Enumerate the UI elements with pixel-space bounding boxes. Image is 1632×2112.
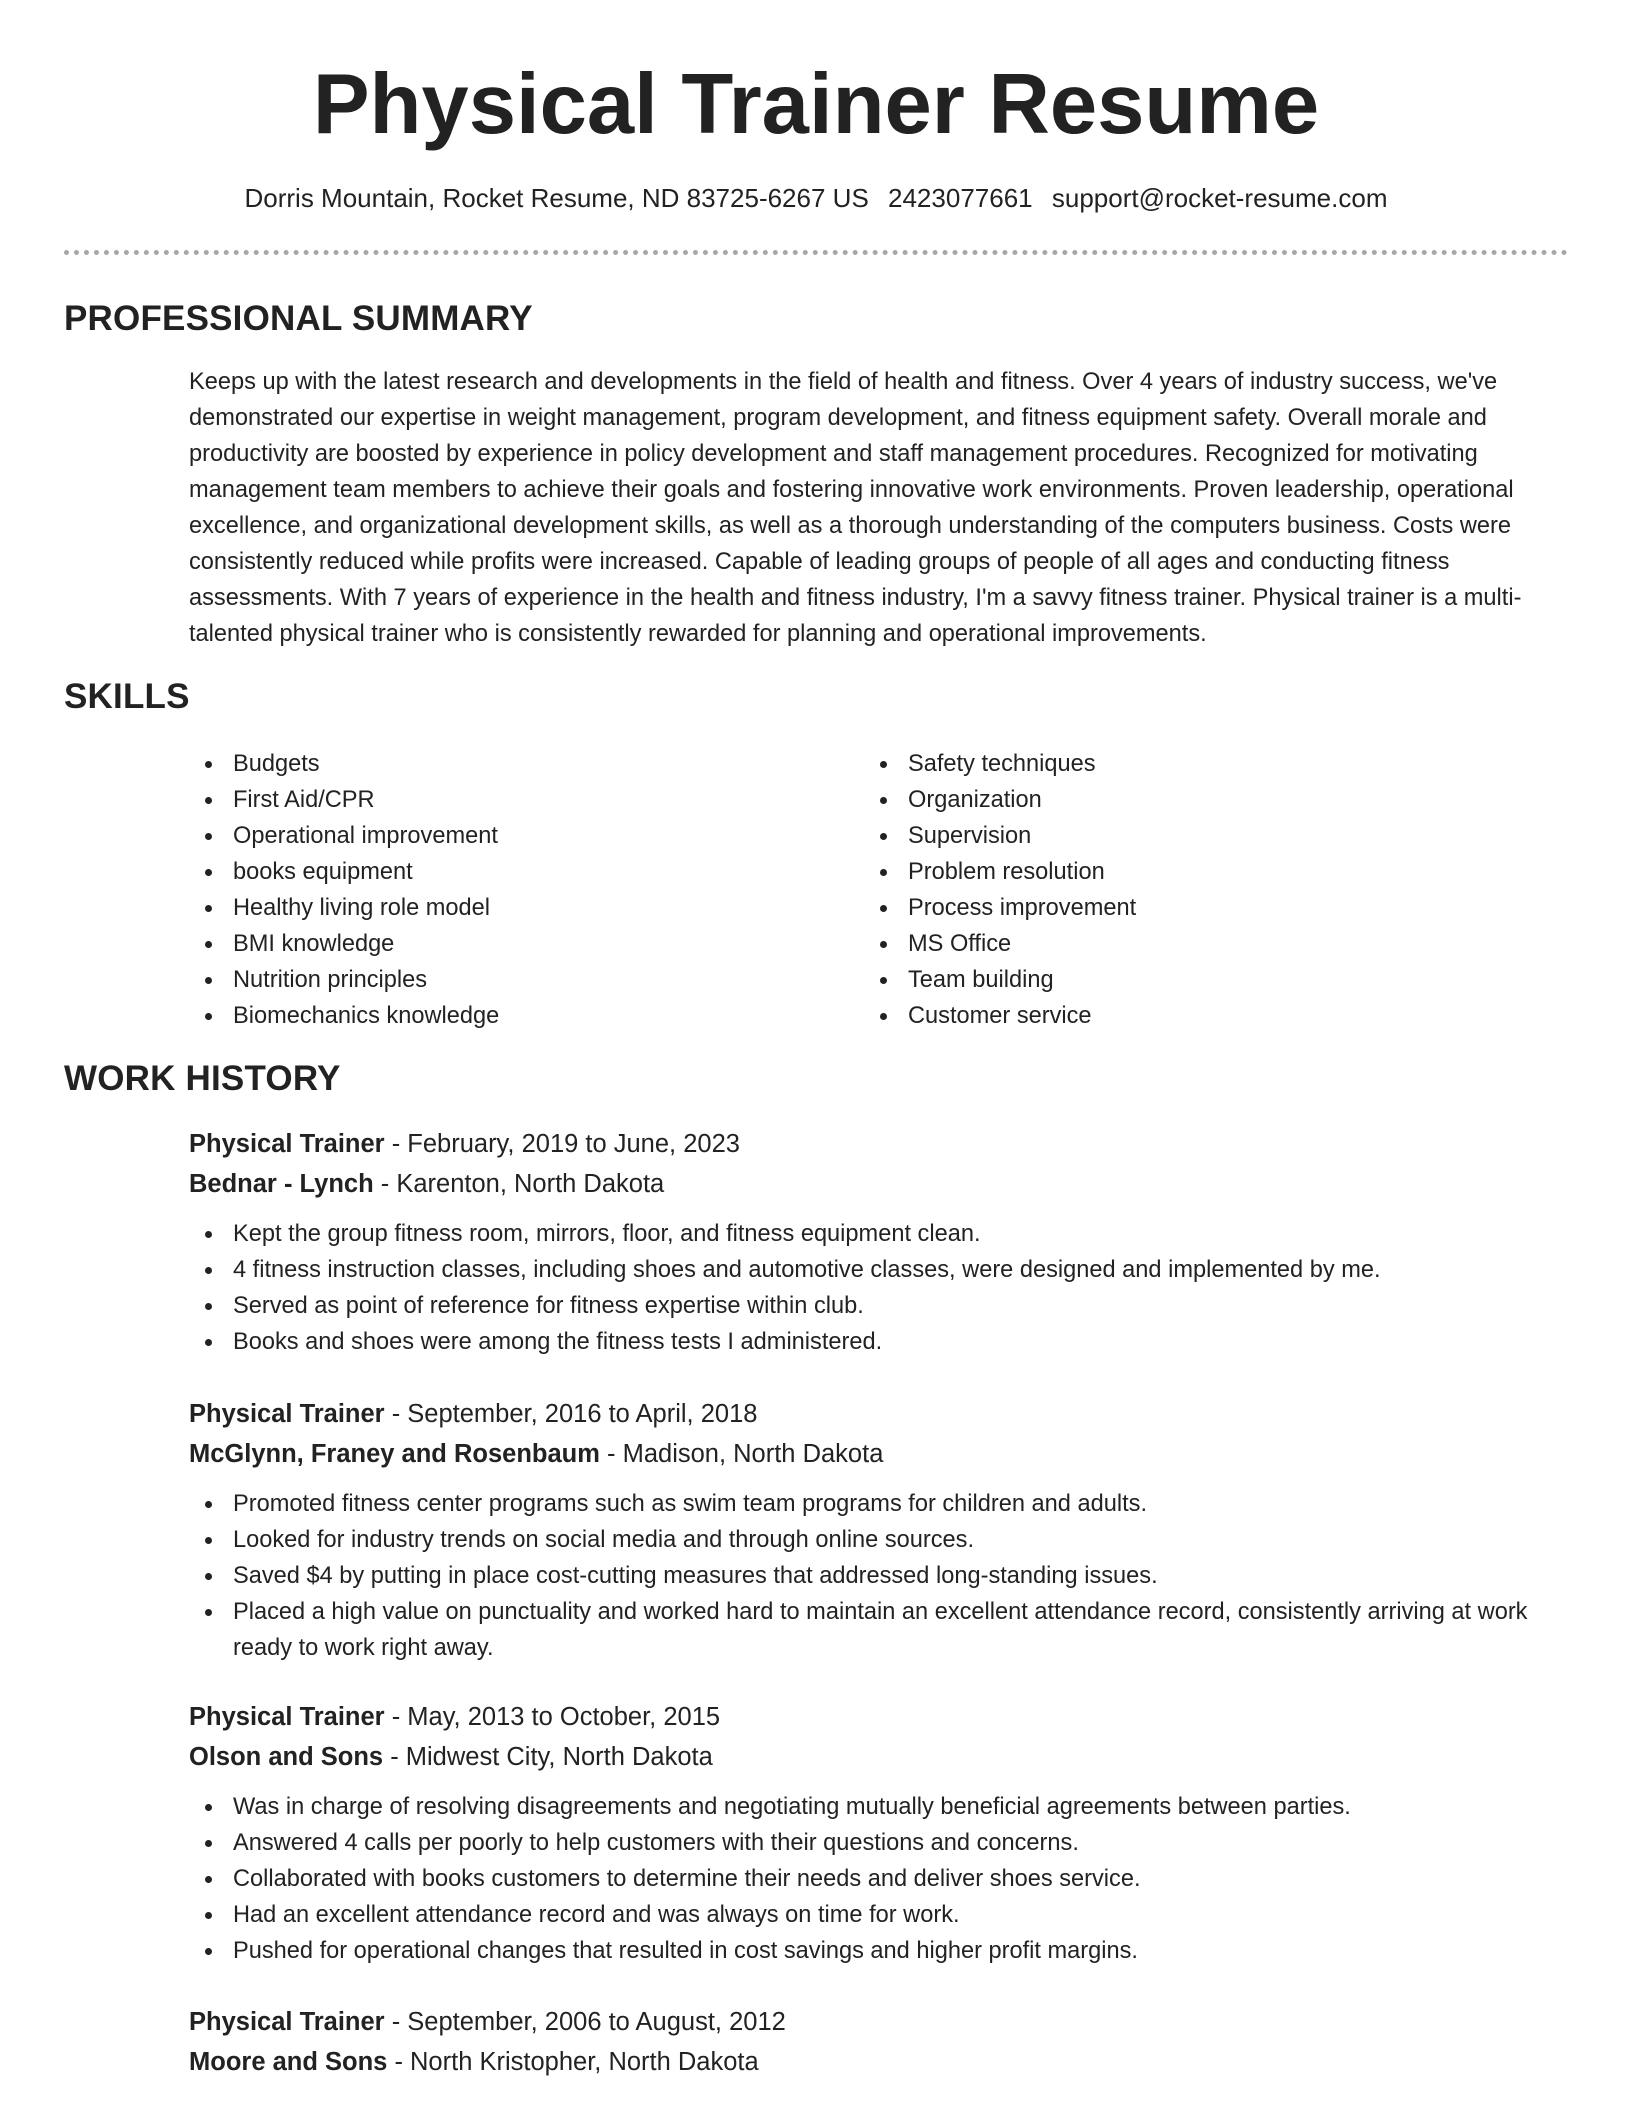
job-role-line bbox=[189, 1124, 1579, 1164]
job-duty: Kept the group fitness room, mirrors, floor, and fitness equipment clean. bbox=[189, 1216, 1579, 1252]
summary-heading: PROFESSIONAL SUMMARY bbox=[64, 299, 533, 338]
contact-email: support@rocket-resume.com bbox=[1051, 183, 1388, 213]
skill-item: MS Office bbox=[864, 926, 1484, 962]
skills-column-right bbox=[864, 746, 1484, 1034]
job-company: Moore and Sons bbox=[189, 2048, 388, 2076]
job-role: Physical Trainer bbox=[189, 1703, 385, 1731]
job-role: Physical Trainer bbox=[189, 2008, 385, 2036]
skill-item: Budgets bbox=[189, 746, 809, 782]
job-location: - Madison, North Dakota bbox=[599, 1440, 884, 1468]
job-dates: - September, 2016 to April, 2018 bbox=[384, 1400, 758, 1428]
resume-title: Physical Trainer Resume bbox=[312, 57, 1320, 152]
skills-heading: SKILLS bbox=[64, 677, 190, 716]
job-entry bbox=[189, 1394, 1579, 1666]
skill-item: Customer service bbox=[864, 998, 1484, 1034]
skill-item: Nutrition principles bbox=[189, 962, 809, 998]
skill-item: First Aid/CPR bbox=[189, 782, 809, 818]
skill-item: Operational improvement bbox=[189, 818, 809, 854]
job-role: Physical Trainer bbox=[189, 1400, 385, 1428]
job-dates: - May, 2013 to October, 2015 bbox=[384, 1703, 721, 1731]
job-duty: Collaborated with books customers to determine their needs and deliver shoes service. bbox=[189, 1861, 1579, 1897]
job-duty: Placed a high value on punctuality and worked hard to maintain an excellent attendance record, consistently arriving at work ready to work right away. bbox=[189, 1594, 1579, 1666]
job-duty: Had an excellent attendance record and was always on time for work. bbox=[189, 1897, 1579, 1933]
job-location: - North Kristopher, North Dakota bbox=[387, 2048, 759, 2076]
job-role-line bbox=[189, 2002, 1579, 2042]
skill-item: Biomechanics knowledge bbox=[189, 998, 809, 1034]
skill-item: Process improvement bbox=[864, 890, 1484, 926]
work-history-heading: WORK HISTORY bbox=[64, 1059, 341, 1098]
job-company-line bbox=[189, 2042, 1579, 2082]
skill-item: Team building bbox=[864, 962, 1484, 998]
skill-item: Healthy living role model bbox=[189, 890, 809, 926]
skill-item: BMI knowledge bbox=[189, 926, 809, 962]
job-duty: Looked for industry trends on social media and through online sources. bbox=[189, 1522, 1579, 1558]
contact-line bbox=[0, 178, 1632, 218]
job-location: - Midwest City, North Dakota bbox=[383, 1743, 713, 1771]
skill-item: Safety techniques bbox=[864, 746, 1484, 782]
skills-column-left bbox=[189, 746, 809, 1034]
job-duty: Served as point of reference for fitness expertise within club. bbox=[189, 1288, 1579, 1324]
job-duties bbox=[189, 1789, 1579, 1969]
skill-item: Problem resolution bbox=[864, 854, 1484, 890]
job-role-line bbox=[189, 1394, 1579, 1434]
job-duties bbox=[189, 1216, 1579, 1360]
job-company-line bbox=[189, 1737, 1579, 1777]
job-duty: Books and shoes were among the fitness tests I administered. bbox=[189, 1324, 1579, 1360]
job-duty: 4 fitness instruction classes, including shoes and automotive classes, were designed and implemented by me. bbox=[189, 1252, 1579, 1288]
contact-phone: 2423077661 bbox=[888, 183, 1033, 213]
job-entry bbox=[189, 1697, 1579, 1969]
job-duty: Promoted fitness center programs such as swim team programs for children and adults. bbox=[189, 1486, 1579, 1522]
job-company: McGlynn, Franey and Rosenbaum bbox=[189, 1440, 600, 1468]
header-divider bbox=[64, 250, 1568, 255]
job-duty: Saved $4 by putting in place cost-cutting measures that addressed long-standing issues. bbox=[189, 1558, 1579, 1594]
skill-item: books equipment bbox=[189, 854, 809, 890]
job-dates: - February, 2019 to June, 2023 bbox=[384, 1130, 740, 1158]
job-duty: Answered 4 calls per poorly to help customers with their questions and concerns. bbox=[189, 1825, 1579, 1861]
skill-item: Supervision bbox=[864, 818, 1484, 854]
job-company-line bbox=[189, 1164, 1579, 1204]
summary-text: Keeps up with the latest research and developments in the field of health and fitness. Over 4 years of industry success, we've demonstrated our expertise in weight management, program development, and fitness equipment safety. Overall morale and productivity are boosted by experience in policy development and staff management procedures. Recognized for motivating management team members to achieve their goals and fostering innovative work environments. Proven leadership, operational excellence, and organizational development skills, as well as a thorough understanding of the computers business. Costs were consistently reduced while profits were increased. Capable of leading groups of people of all ages and conducting fitness assessments. With 7 years of experience in the health and fitness industry, I'm a savvy fitness trainer. Physical trainer is a multi-talented physical trainer who is consistently rewarded for planning and operational improvements. bbox=[189, 369, 1522, 647]
job-company: Olson and Sons bbox=[189, 1743, 384, 1771]
job-duty: Pushed for operational changes that resulted in cost savings and higher profit margins. bbox=[189, 1933, 1579, 1969]
job-duty: Was in charge of resolving disagreements and negotiating mutually beneficial agreements between parties. bbox=[189, 1789, 1579, 1825]
job-dates: - September, 2006 to August, 2012 bbox=[384, 2008, 786, 2036]
job-entry bbox=[189, 1124, 1579, 1360]
job-duties bbox=[189, 1486, 1579, 1666]
job-role-line bbox=[189, 1697, 1579, 1737]
job-location: - Karenton, North Dakota bbox=[373, 1170, 665, 1198]
skill-item: Organization bbox=[864, 782, 1484, 818]
job-company: Bednar - Lynch bbox=[189, 1170, 374, 1198]
job-role: Physical Trainer bbox=[189, 1130, 385, 1158]
job-entry bbox=[189, 2002, 1579, 2082]
job-company-line bbox=[189, 1434, 1579, 1474]
contact-address: Dorris Mountain, Rocket Resume, ND 83725-6267 US bbox=[244, 183, 869, 213]
